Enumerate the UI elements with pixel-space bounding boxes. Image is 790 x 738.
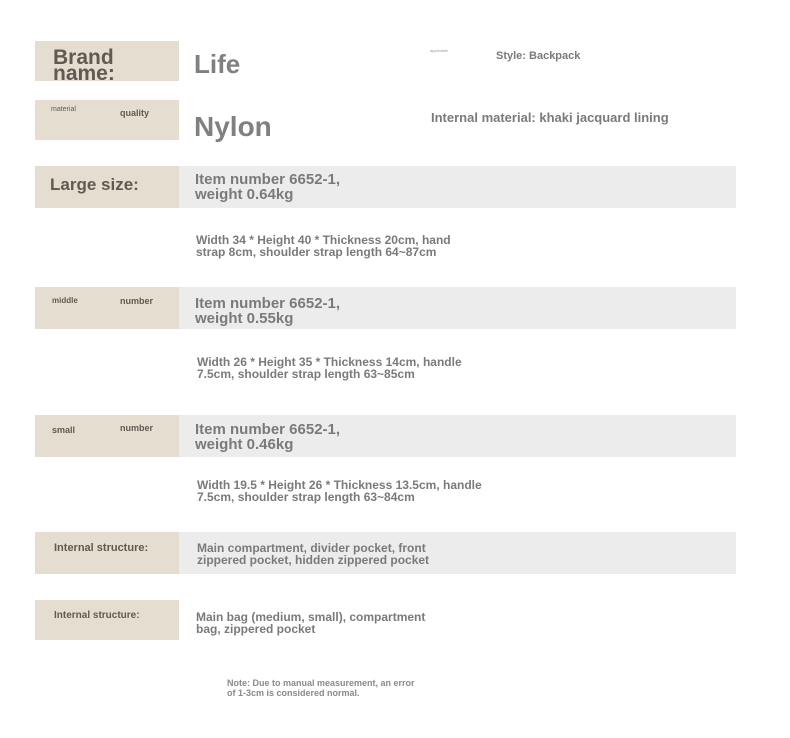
large-label: Large size:: [50, 175, 139, 194]
structure2-value: Main bag (medium, small), compartment bag, zippered pocket: [196, 610, 426, 636]
small-label-box: [35, 415, 179, 457]
material-label-right: quality: [120, 108, 150, 118]
middle-item: Item number 6652-1, weight 0.55kg: [195, 295, 341, 327]
material-label-box: [35, 100, 179, 140]
style-text: Style: Backpack: [496, 50, 581, 62]
small-label-right: number: [120, 423, 154, 433]
middle-dims: Width 26 * Height 35 * Thickness 14cm, handle 7.5cm, shoulder strap length 63~85cm: [197, 355, 462, 381]
structure1-value: Main compartment, divider pocket, front zippered pocket, hidden zippered pocket: [197, 541, 430, 567]
measurement-note: Note: Due to manual measurement, an error of 1-3cm is considered normal.: [227, 678, 415, 698]
structure2-label-box: [35, 600, 179, 640]
large-label-box: [35, 166, 179, 208]
style-tiny-label: applicable: [430, 48, 449, 53]
middle-label-right: number: [120, 296, 154, 306]
middle-label-left: middle: [52, 296, 78, 305]
structure2-label: Internal structure:: [54, 610, 140, 621]
small-dims: Width 19.5 * Height 26 * Thickness 13.5cm, handle 7.5cm, shoulder strap length 63~84cm: [197, 478, 482, 504]
structure1-label: Internal structure:: [54, 542, 149, 554]
large-dims: Width 34 * Height 40 * Thickness 20cm, hand strap 8cm, shoulder strap length 64~87cm: [196, 233, 451, 259]
brand-value: Life: [194, 49, 241, 79]
large-item: Item number 6652-1, weight 0.64kg: [195, 171, 341, 203]
small-item: Item number 6652-1, weight 0.46kg: [195, 421, 341, 453]
material-value: Nylon: [194, 111, 272, 142]
small-label-left: small: [52, 425, 76, 435]
structure1-label-box: [35, 532, 179, 574]
brand-label-box: [35, 41, 179, 85]
material-label-left: material: [51, 106, 76, 113]
middle-label-box: [35, 287, 179, 329]
brand-label: Brand name:: [53, 46, 115, 85]
internal-material: Internal material: khaki jacquard lining: [431, 110, 669, 125]
